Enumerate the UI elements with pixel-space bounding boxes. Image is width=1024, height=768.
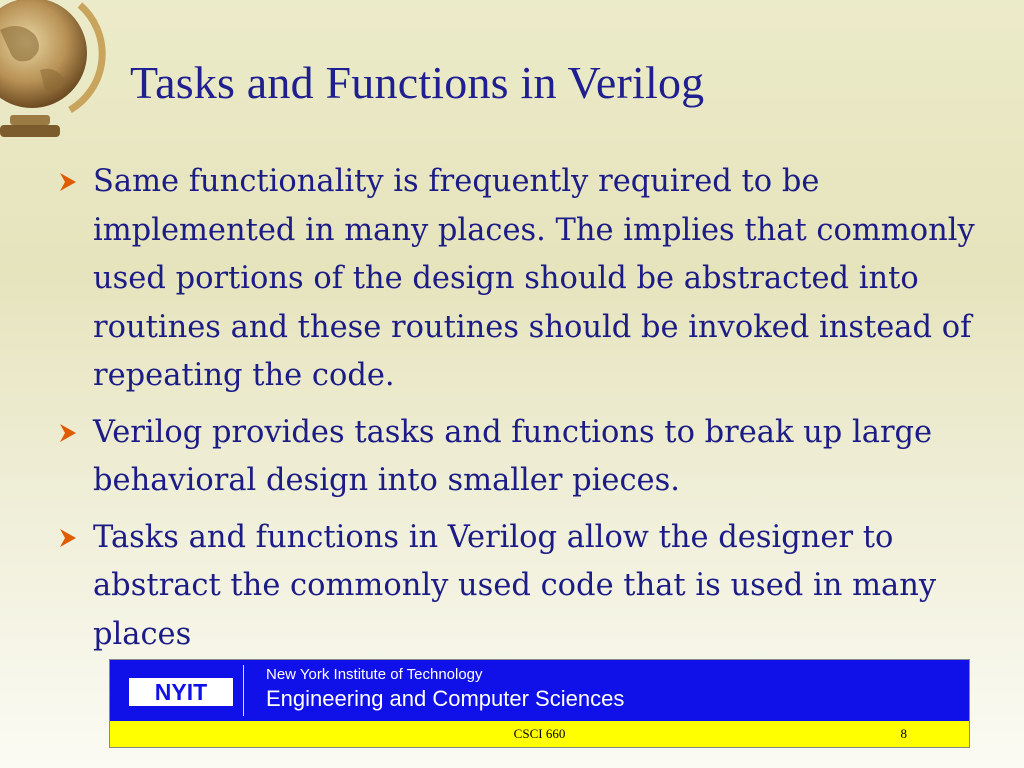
bullet-item bbox=[58, 514, 998, 660]
footer-blue-band bbox=[110, 660, 969, 721]
bullet-item bbox=[58, 158, 998, 401]
svg-text:NYIT: NYIT bbox=[154, 679, 208, 705]
footer-divider bbox=[243, 665, 244, 716]
institution-name: New York Institute of Technology bbox=[266, 666, 483, 683]
globe-icon bbox=[0, 0, 110, 145]
page-number: 8 bbox=[900, 726, 907, 741]
footer-yellow-strip bbox=[110, 721, 969, 747]
nyit-logo bbox=[129, 678, 233, 706]
bullet-text: Tasks and functions in Verilog allow the designer to abstract the commonly used code that is used in many places bbox=[93, 519, 937, 652]
slide-title: Tasks and Functions in Verilog bbox=[130, 57, 705, 108]
arrow-bullet-icon bbox=[58, 171, 80, 193]
arrow-bullet-icon bbox=[58, 422, 80, 444]
bullet-list bbox=[58, 158, 998, 667]
bullet-text: Same functionality is frequently required to be implemented in many places. The implies that commonly used portions of the design should be abstracted into routines and these routines should be invoked instead of repeating the code. bbox=[93, 164, 975, 393]
bullet-text: Verilog provides tasks and functions to break up large behavioral design into smaller pieces. bbox=[93, 414, 933, 498]
arrow-bullet-icon bbox=[58, 527, 80, 549]
bullet-item bbox=[58, 409, 998, 506]
footer-banner bbox=[109, 659, 970, 748]
department-name: Engineering and Computer Sciences bbox=[266, 686, 625, 711]
course-code: CSCI 660 bbox=[513, 726, 566, 741]
